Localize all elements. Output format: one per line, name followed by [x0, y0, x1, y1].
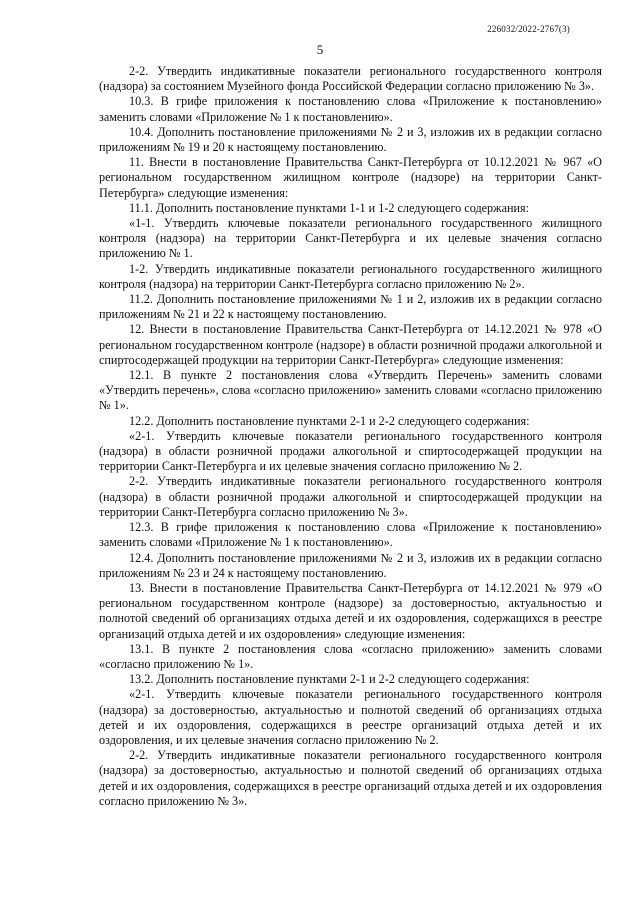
paragraph: 12.3. В грифе приложения к постановлению слова «Приложение к постановлению» заменить словами «Приложение № 1 к постановлению». [99, 520, 602, 550]
paragraph: 11.2. Дополнить постановление приложениями № 1 и 2, изложив их в редакции согласно приложениям № 21 и 22 к настоящему постановлению. [99, 292, 602, 322]
paragraph: 13. Внести в постановление Правительства Санкт-Петербурга от 14.12.2021 № 979 «О региональном государственном контроле (надзоре) за достоверностью, актуальностью и полнотой сведений об организациях отдыха детей и их оздоровления, содержащихся в реестре организаций отдыха детей и их оздоровления» следующие изменения: [99, 580, 602, 641]
paragraph: 13.2. Дополнить постановление пунктами 2-1 и 2-2 следующего содержания: [129, 672, 530, 687]
paragraph: 12.1. В пункте 2 постановления слова «Утвердить Перечень» заменить словами «Утвердить перечень», слова «согласно приложению» заменить словами «согласно приложению № 1». [99, 368, 602, 413]
paragraph: 1-2. Утвердить индикативные показатели регионального государственного жилищного контроля (надзора) на территории Санкт-Петербурга согласно приложению № 2». [99, 261, 602, 291]
document-body [99, 64, 602, 809]
paragraph: 2-2. Утвердить индикативные показатели регионального государственного контроля (надзора) за достоверностью, актуальностью и полнотой сведений об организациях отдыха детей и их оздоровления, содержащихся в реестре организаций отдыха детей и их оздоровления согласно приложению № 3». [99, 748, 602, 808]
paragraph: «1-1. Утвердить ключевые показатели регионального государственного жилищного контроля (надзора) на территории Санкт-Петербурга и их целевые значения согласно приложению № 1. [99, 216, 602, 261]
paragraph: 12.4. Дополнить постановление приложениями № 2 и 3, изложив их в редакции согласно приложениям № 23 и 24 к настоящему постановлению. [99, 550, 602, 580]
paragraph: 10.3. В грифе приложения к постановлению слова «Приложение к постановлению» заменить словами «Приложение № 1 к постановлению». [99, 94, 602, 124]
paragraph: 13.1. В пункте 2 постановления слова «согласно приложению» заменить словами «согласно приложению № 1». [99, 641, 602, 671]
paragraph: 10.4. Дополнить постановление приложениями № 2 и 3, изложив их в редакции согласно приложениям № 19 и 20 к настоящему постановлению. [99, 124, 602, 155]
paragraph: 11.1. Дополнить постановление пунктами 1-1 и 1-2 следующего содержания: [129, 200, 530, 215]
document-registration-number: 226032/2022-2767(3) [487, 24, 570, 34]
paragraph: «2-1. Утвердить ключевые показатели регионального государственного контроля (надзора) за достоверностью, актуальностью и полнотой сведений об организациях отдыха детей и их оздоровления, содержащихся в реестре организаций отдыха детей и их оздоровления, и их целевые значения согласно приложению № 2. [99, 687, 602, 747]
paragraph: 12.2. Дополнить постановление пунктами 2-1 и 2-2 следующего содержания: [129, 413, 530, 428]
page-number: 5 [316, 42, 324, 57]
paragraph: 2-2. Утвердить индикативные показатели регионального государственного контроля (надзора) за состоянием Музейного фонда Российской Федерации согласно приложению № 3». [99, 64, 602, 94]
paragraph: 12. Внести в постановление Правительства Санкт-Петербурга от 14.12.2021 № 978 «О региональном государственном контроле (надзоре) в области розничной продажи алкогольной и спиртосодержащей продукции на территории Санкт-Петербурга» следующие изменения: [99, 322, 602, 367]
paragraph: «2-1. Утвердить ключевые показатели регионального государственного контроля (надзора) в области розничной продажи алкогольной и спиртосодержащей продукции на территории Санкт-Петербурга и их целевые значения согласно приложению № 2. [99, 428, 602, 474]
paragraph: 2-2. Утвердить индикативные показатели регионального государственного контроля (надзора) в области розничной продажи алкогольной и спиртосодержащей продукции на территории Санкт-Петербурга согласно приложению № 3». [99, 474, 602, 519]
paragraph: 11. Внести в постановление Правительства Санкт-Петербурга от 10.12.2021 № 967 «О региональном государственном жилищном контроле (надзоре) на территории Санкт-Петербурга» следующие изменения: [99, 155, 602, 200]
